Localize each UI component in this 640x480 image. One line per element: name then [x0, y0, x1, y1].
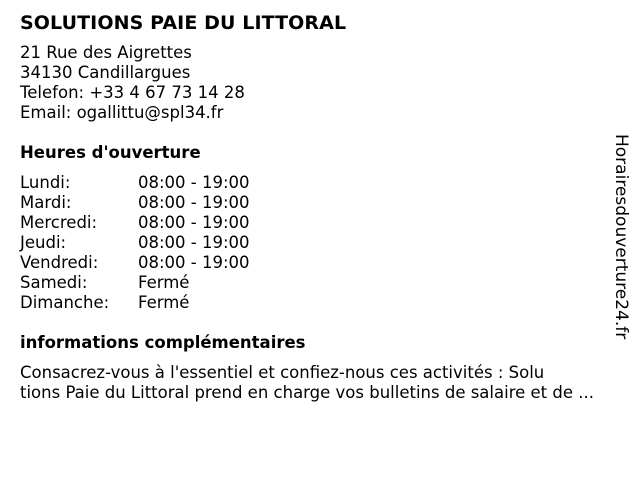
business-name: SOLUTIONS PAIE DU LITTORAL — [20, 12, 347, 34]
info-line: tions Paie du Littoral prend en charge vos bulletins de salaire et de ... — [20, 383, 594, 402]
day-label: Jeudi: — [20, 233, 67, 252]
hours-row-sunday — [20, 293, 610, 313]
opening-hours-heading: Heures d'ouverture — [20, 143, 201, 162]
day-hours: 08:00 - 19:00 — [138, 233, 250, 252]
day-hours: 08:00 - 19:00 — [138, 213, 250, 232]
hours-row-saturday — [20, 273, 610, 293]
hours-row-thursday — [20, 233, 610, 253]
additional-info-heading: informations complémentaires — [20, 333, 306, 352]
city-address: 34130 Candillargues — [20, 63, 191, 82]
email-address[interactable]: Email: ogallittu@spl34.fr — [20, 103, 224, 122]
hours-row-monday — [20, 173, 610, 193]
day-hours: 08:00 - 19:00 — [138, 253, 250, 272]
phone-number[interactable]: Telefon: +33 4 67 73 14 28 — [20, 83, 245, 102]
opening-hours-table — [20, 173, 610, 313]
day-hours: Fermé — [138, 293, 190, 312]
hours-row-friday — [20, 253, 610, 273]
day-label: Vendredi: — [20, 253, 99, 272]
business-card — [20, 10, 610, 403]
day-label: Samedi: — [20, 273, 88, 292]
day-label: Mercredi: — [20, 213, 98, 232]
site-watermark: Horairesdouverture24.fr — [611, 134, 631, 340]
info-line: Consacrez-vous à l'essentiel et confiez-nous ces activités : Solu — [20, 363, 545, 382]
hours-row-tuesday — [20, 193, 610, 213]
address-block — [20, 43, 610, 123]
hours-row-wednesday — [20, 213, 610, 233]
day-hours: 08:00 - 19:00 — [138, 193, 250, 212]
day-hours: Fermé — [138, 273, 190, 292]
day-label: Dimanche: — [20, 293, 110, 312]
street-address: 21 Rue des Aigrettes — [20, 43, 192, 62]
day-hours: 08:00 - 19:00 — [138, 173, 250, 192]
additional-info-text — [20, 363, 620, 403]
day-label: Mardi: — [20, 193, 72, 212]
day-label: Lundi: — [20, 173, 71, 192]
